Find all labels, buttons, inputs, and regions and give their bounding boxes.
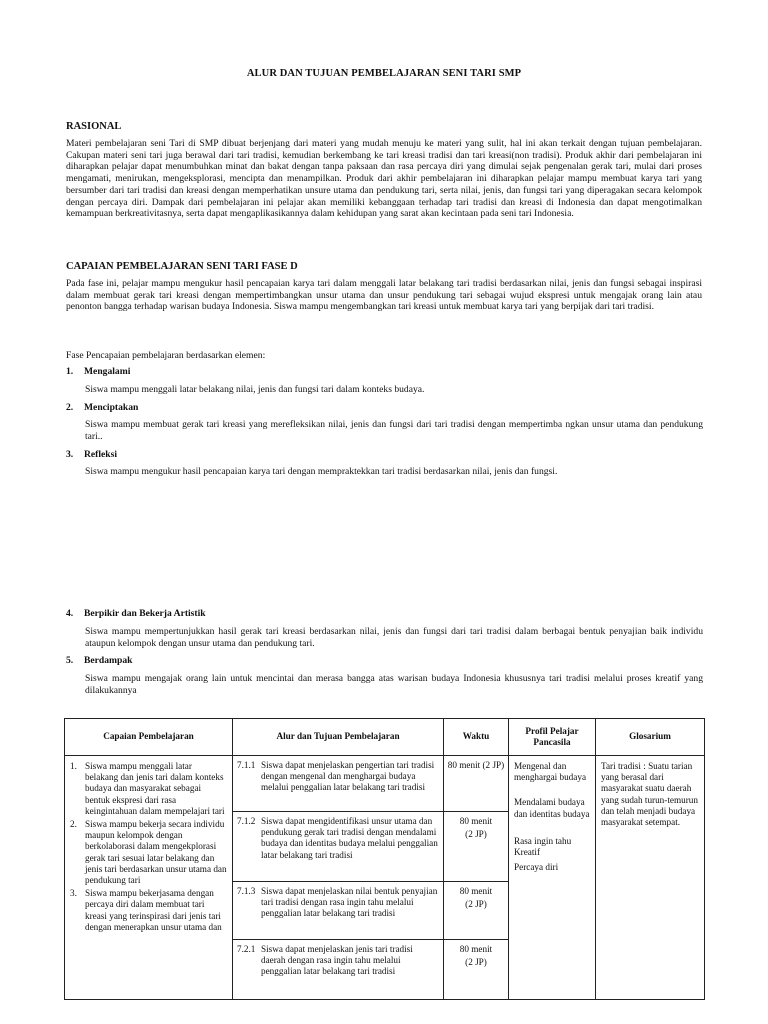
waktu-cell (444, 882, 509, 940)
element-body: Siswa mampu mengukur hasil pencapaian karya tari dengan mempraktekkan tari tradisi berdasarkan nilai, jenis dan fungsi. (85, 466, 558, 477)
header-capaian: Capaian Pembelajaran (65, 719, 233, 756)
list-item (70, 888, 227, 933)
element-body: Siswa mampu mempertunjukkan hasil gerak tari kreasi berdasarkan nilai, jenis dan fungsi dari tari tradisi dalam berbagai bentuk penyajian baik individu ataupun kelompok dengan unsur utama dan pendukung tari. (85, 626, 703, 649)
element-number: 3. (66, 449, 74, 460)
waktu-jp: (2 JP) (465, 957, 487, 968)
atp-cell (233, 812, 444, 882)
list-item (70, 761, 227, 817)
element-title (66, 402, 138, 413)
profil-item: Mendalami budaya dan identitas budaya (514, 797, 590, 819)
profil-item: Mengenal dan menghargai budaya (514, 761, 587, 783)
element-title (66, 449, 117, 460)
atp-text: Siswa dapat menjelaskan jenis tari tradisi daerah dengan rasa ingin tahu melalui penggalian latar belakang tari tradisi (261, 944, 413, 977)
table-row (65, 756, 705, 812)
rasional-heading: RASIONAL (66, 121, 122, 132)
list-item (70, 819, 227, 886)
glosarium-cell (596, 756, 705, 1000)
element-body: Siswa mampu menggali latar belakang nilai, jenis dan fungsi tari dalam konteks budaya. (85, 384, 425, 395)
header-glosarium: Glosarium (596, 719, 705, 756)
element-body: Siswa mampu mengajak orang lain untuk mencintai dan merasa bangga atas warisan budaya Indonesia khususnya tari tradisi melalui proses kreatif yang dilakukannya (85, 673, 703, 696)
atp-cell (233, 882, 444, 940)
waktu-cell (444, 812, 509, 882)
atp-code: 7.1.2 (237, 816, 256, 826)
element-number: 5. (66, 655, 74, 666)
waktu-duration: 80 menit (459, 816, 493, 826)
header-alur-tujuan: Alur dan Tujuan Pembelajaran (233, 719, 444, 756)
element-name: Berdampak (84, 655, 133, 666)
element-title (66, 655, 133, 666)
waktu-cell: 80 menit (2 JP) (444, 756, 509, 812)
atp-code: 7.1.3 (237, 886, 256, 896)
element-name: Menciptakan (84, 402, 139, 413)
waktu-jp: (2 JP) (465, 899, 487, 910)
waktu-duration: 80 menit (459, 944, 493, 954)
header-waktu: Waktu (444, 719, 509, 756)
element-title (66, 608, 206, 619)
list-number: 2. (70, 819, 77, 830)
list-text: Siswa mampu menggali latar belakang dan jenis tari dalam konteks budaya dan masyarakat sebagai bentuk ekspresi dari rasa keingintahuan dalam mempelajari tari (85, 761, 225, 816)
profil-item: Percaya diri (514, 862, 559, 873)
capaian-list (66, 757, 231, 933)
list-number: 3. (70, 888, 77, 899)
atp-code: 7.1.1 (237, 760, 256, 770)
atp-text: Siswa dapat menjelaskan pengertian tari tradisi dengan mengenal dan menghargai budaya melalui penggalian latar belakang tari tradisi (261, 760, 435, 793)
rasional-text: Materi pembelajaran seni Tari di SMP dibuat berjenjang dari materi yang mudah menuju ke materi yang sulit, hal ini akan terkait dengan tujuan pembelajaran. Cakupan materi seni tari juga berawal dari tari tradisi, kemudian berkembang ke tari kreasi tradisi dan tari kreasi(non tradisi). Produk akhir dari pembelajaran ini diharapkan pelajar dapat menumbuhkan minat dan bakat dengan tanpa paksaan dan rasa percaya diri yang dimulai sejak pengenalan gerak tari, mulai dari proses mengamati, menirukan, mengeksplorasi, mencipta dan menampilkan. Produk dari akhir pembelajaran ini diharapkan pelajar mampu membuat karya tari yang bersumber dari tari tradisi dan kreasi dengan memperhatikan unsure utama dan pendukung tari, serta nilai, jenis, dan fungsi tari yang diperagakan secara kelompok dengan percaya diri. Dampak dari pembelajaran ini pelajar akan memiliki kebanggaan terhadap tari tradisi dan kreasi di Indonesia dan dapat mengotimalkan kemampuan berkreativitasnya, serta dapat mengaplikasikannya dalam kehidupan yang sarat akan kecintaan pada seni tari Indonesia. (66, 138, 702, 220)
waktu-jp: (2 JP) (465, 829, 487, 840)
capaian-heading: CAPAIAN PEMBELAJARAN SENI TARI FASE D (66, 261, 298, 272)
element-title (66, 366, 130, 377)
page-title: ALUR DAN TUJUAN PEMBELAJARAN SENI TARI SMP (246, 68, 522, 79)
capaian-cell (65, 756, 233, 1000)
profil-cell (509, 756, 596, 1000)
fase-intro: Fase Pencapaian pembelajaran berdasarkan elemen: (66, 350, 266, 361)
atp-text: Siswa dapat menjelaskan nilai bentuk penyajian tari tradisi dengan rasa ingin tahu melalui penggalian latar belakang tari tradisi (261, 886, 438, 919)
atp-text: Siswa dapat mengidentifikasi unsur utama dan pendukung gerak tari tradisi dengan mendalami budaya dan identitas budaya melalui penggalian latar belakang tari tradisi (261, 816, 438, 860)
glosarium-text: Tari tradisi : Suatu tarian yang berasal dari masyarakat suatu daerah yang sudah turun-temurun dan telah menjadi budaya masyarakat setempat. (601, 761, 698, 828)
waktu-cell (444, 940, 509, 1000)
header-profil: Profil Pelajar Pancasila (509, 719, 596, 756)
element-name: Mengalami (84, 366, 131, 377)
element-number: 2. (66, 402, 74, 413)
atp-cell (233, 756, 444, 812)
element-number: 1. (66, 366, 74, 377)
atp-code: 7.2.1 (237, 944, 256, 954)
atp-cell (233, 940, 444, 1000)
list-text: Siswa mampu bekerjasama dengan percaya diri dalam membuat tari kreasi yang terinspirasi dari jenis tari dengan menerapkan unsur utama dan (85, 888, 222, 932)
atp-table (64, 718, 705, 1000)
element-number: 4. (66, 608, 74, 619)
list-text: Siswa mampu bekerja secara individu maupun kelompok dengan berkolaborasi dalam mengekplorasi gerak tari sesuai latar belakang dan jenis tari berdasarkan unsur utama dan pendukung tari (85, 819, 227, 886)
element-body: Siswa mampu membuat gerak tari kreasi yang merefleksikan nilai, jenis dan fungsi dari tari tradisi dengan mempertimba ngkan unsur utama dan pendukung tari.. (85, 419, 703, 442)
element-name: Berpikir dan Bekerja Artistik (84, 608, 206, 619)
waktu-duration: 80 menit (459, 886, 493, 896)
capaian-text: Pada fase ini, pelajar mampu mengukur hasil pencapaian karya tari dalam menggali latar belakang tari tradisi berdasarkan nilai, jenis dan fungsi sebagai inspirasi dalam membuat gerak tari kreasi dengan mempertimbangkan unsur utama dan unsur pendukung tari sebagai wujud ekspresi untuk mengajak orang lain atau penonton bangga terhadap warisan budaya Indonesia. Siswa mampu mengembangkan tari kreasi untuk membuat karya tari yang berpijak dari tari tradisi. (66, 278, 702, 313)
element-name: Refleksi (84, 449, 118, 460)
table-header-row (65, 719, 705, 756)
list-number: 1. (70, 761, 77, 771)
profil-item: Rasa ingin tahu Kreatif (514, 835, 572, 858)
